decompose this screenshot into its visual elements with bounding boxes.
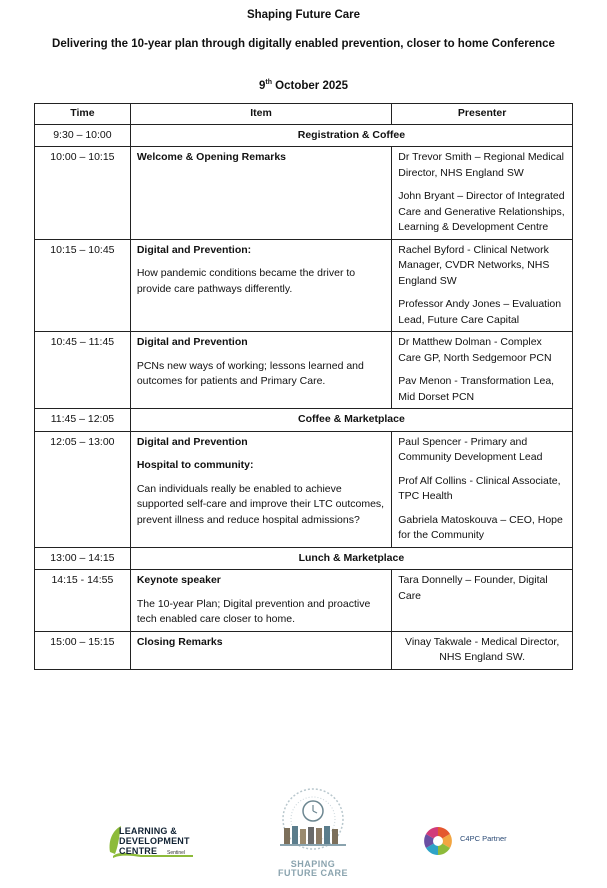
- row-break-label: Registration & Coffee: [130, 124, 572, 147]
- row-time: 9:30 – 10:00: [35, 124, 131, 147]
- row-break-label: Lunch & Marketplace: [130, 547, 572, 570]
- sfc-line: SHAPING: [290, 859, 336, 869]
- table-row: [35, 631, 573, 669]
- item-body: PCNs new ways of working; lessons learned and outcomes for patients and Primary Care.: [136, 359, 364, 387]
- ldc-line: DEVELOPMENT: [119, 836, 190, 846]
- item-title: Welcome & Opening Remarks: [136, 151, 287, 163]
- c4pc-label: C4PC Partner: [460, 834, 507, 843]
- date-rest: October 2025: [271, 79, 349, 92]
- row-presenters: [392, 239, 573, 332]
- row-break-label: Coffee & Marketplace: [130, 409, 572, 432]
- shaping-future-care-logo: [270, 786, 356, 886]
- table-row: [35, 332, 573, 409]
- item-body: How pandemic conditions became the driver to provide care pathways differently.: [136, 267, 356, 295]
- row-presenters: [392, 631, 573, 669]
- header-presenter: Presenter: [392, 104, 573, 125]
- presenter: John Bryant – Director of Integrated Care and Generative Relationships, Learning & Development Centre: [398, 190, 565, 233]
- header-item: Item: [130, 104, 391, 125]
- row-item: [130, 147, 391, 240]
- row-time: 13:00 – 14:15: [35, 547, 131, 570]
- table-row: [35, 547, 573, 570]
- item-title: Keynote speaker: [136, 574, 221, 586]
- row-presenters: [392, 431, 573, 547]
- presenter: Rachel Byford - Clinical Network Manager, CVDR Networks, NHS England SW: [398, 243, 550, 287]
- footer-logos: [0, 786, 607, 886]
- sfc-line: FUTURE CARE: [278, 868, 348, 878]
- table-row: [35, 409, 573, 432]
- row-presenters: [392, 332, 573, 409]
- conference-title: Delivering the 10-year plan through digitally enabled prevention, closer to home Conference: [52, 38, 555, 50]
- header-time: Time: [35, 104, 131, 125]
- row-time: 15:00 – 15:15: [35, 631, 131, 669]
- row-time: 10:00 – 10:15: [35, 147, 131, 240]
- ldc-sub: Sentinel: [167, 850, 186, 856]
- learning-development-centre-logo: [107, 822, 199, 862]
- table-row: [35, 124, 573, 147]
- row-presenters: [392, 147, 573, 240]
- item-title: Digital and Prevention: [136, 435, 248, 448]
- item-body: The 10-year Plan; Digital prevention and proactive tech enabled care closer to home.: [136, 597, 371, 625]
- date-day: 9: [258, 79, 266, 92]
- item-title: Closing Remarks: [136, 635, 223, 648]
- row-time: 10:15 – 10:45: [35, 239, 131, 332]
- row-item: [130, 431, 391, 547]
- agenda-table: [34, 103, 573, 670]
- row-time: 10:45 – 11:45: [35, 332, 131, 409]
- table-row: [35, 431, 573, 547]
- presenter: Tara Donnelly – Founder, Digital Care: [398, 574, 548, 602]
- item-subtitle: Hospital to community:: [136, 459, 254, 471]
- row-time: 12:05 – 13:00: [35, 431, 131, 547]
- table-row: [35, 147, 573, 240]
- row-time: 14:15 - 14:55: [35, 570, 131, 632]
- sfc-wordmark: [270, 860, 356, 878]
- presenter: Paul Spencer - Primary and Community Development Lead: [398, 435, 543, 463]
- item-title: Digital and Prevention:: [136, 243, 252, 256]
- presenter: Dr Matthew Dolman - Complex Care GP, North Sedgemoor PCN: [398, 336, 552, 364]
- item-body: Can individuals really be enabled to achieve supported self-care and improve their LTC outcomes, prevent illness and reduce hospital admissions?: [136, 482, 385, 526]
- row-item: [130, 332, 391, 409]
- row-item: [130, 570, 391, 632]
- ldc-line: CENTRE: [119, 846, 158, 856]
- c4pc-partner-logo: [420, 824, 510, 858]
- presenter: Pav Menon - Transformation Lea, Mid Dorset PCN: [398, 375, 555, 403]
- item-title: Digital and Prevention: [136, 336, 248, 348]
- conference-date: [0, 79, 607, 92]
- row-item: [130, 239, 391, 332]
- sfc-emblem-icon: [270, 786, 356, 860]
- table-row: [35, 239, 573, 332]
- organisation-title: Shaping Future Care: [246, 9, 361, 21]
- table-row: [35, 570, 573, 632]
- presenter: Prof Alf Collins - Clinical Associate, TPC Health: [398, 474, 561, 502]
- row-time: 11:45 – 12:05: [35, 409, 131, 432]
- row-presenters: [392, 570, 573, 632]
- ldc-line: LEARNING &: [119, 826, 177, 836]
- c4pc-pinwheel-icon: [420, 824, 456, 858]
- presenter: Professor Andy Jones – Evaluation Lead, Future Care Capital: [398, 298, 562, 326]
- table-header-row: [35, 104, 573, 125]
- row-item: [130, 631, 391, 669]
- presenter: Gabriela Matoskouva – CEO, Hope for the Community: [398, 513, 563, 541]
- presenter: Vinay Takwale - Medical Director, NHS England SW.: [405, 635, 560, 663]
- date-suffix: th: [265, 79, 272, 86]
- presenter: Dr Trevor Smith – Regional Medical Director, NHS England SW: [398, 151, 564, 179]
